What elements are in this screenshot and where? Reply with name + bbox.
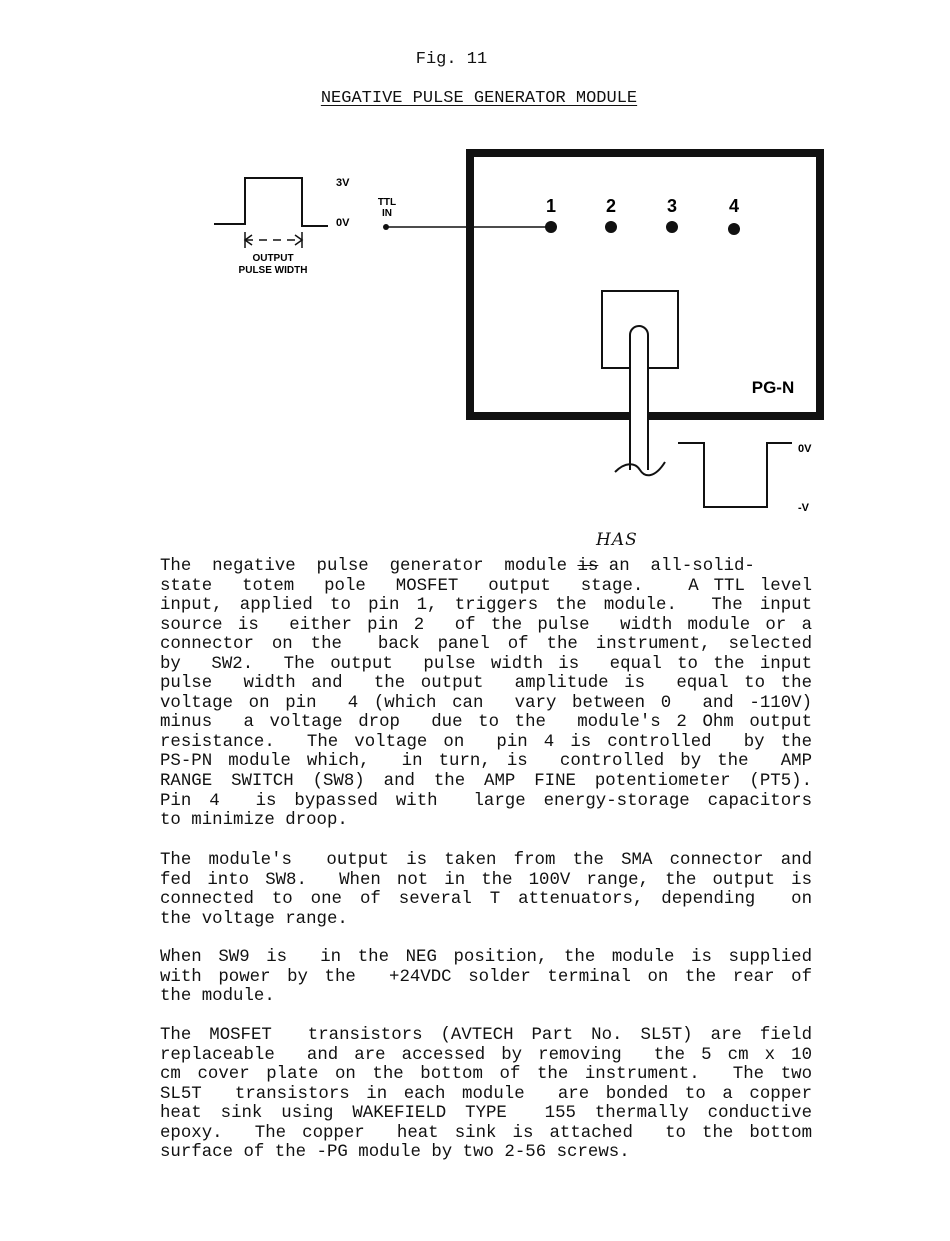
- output-pulse-waveform: [678, 443, 792, 507]
- text-line: minus a voltage drop due to the module's 2 Ohm output: [160, 713, 812, 733]
- text-line: source is either pin 2 of the pulse width module or a: [160, 615, 812, 635]
- struck-word: is: [577, 557, 599, 576]
- pin-4-label: 4: [728, 196, 740, 216]
- output-low-label: -V: [798, 502, 809, 514]
- pulse-width-label-1: OUTPUT: [252, 253, 294, 264]
- text-line: connector on the back panel of the instrument, selected: [160, 635, 812, 655]
- text-line: state totem pole MOSFET output stage. A TTL level: [160, 576, 812, 596]
- input-low-label: 0V: [336, 217, 350, 229]
- ttl-label-1: TTL: [377, 197, 397, 208]
- pulse-width-label-2: PULSE WIDTH: [238, 265, 308, 276]
- text-line: resistance. The voltage on pin 4 is controlled by the: [160, 732, 812, 752]
- figure-label: Fig. 11: [415, 50, 488, 69]
- paragraph-description: [160, 557, 812, 831]
- output-high-label: 0V: [798, 443, 812, 455]
- pin-2-label: 2: [605, 196, 617, 216]
- text-line: to minimize droop.: [160, 811, 348, 831]
- text-line: heat sink using WAKEFIELD TYPE 155 thermally conductive: [160, 1104, 812, 1124]
- text-line: SL5T transistors in each module are bonded to a copper: [160, 1084, 812, 1104]
- paragraph-output: [160, 851, 812, 929]
- figure-title-text: NEGATIVE PULSE GENERATOR MODULE: [320, 89, 638, 108]
- text-line: pulse width and the output amplitude is equal to the: [160, 674, 812, 694]
- text-line: replaceable and are accessed by removing the 5 cm x 10: [160, 1045, 812, 1065]
- pin-1-dot: [545, 221, 557, 233]
- text-line: with power by the +24VDC solder terminal on the rear of: [160, 967, 812, 987]
- pulse-width-arrowhead-right: [295, 235, 302, 245]
- text-line: The negative pulse generator module is an all-solid-: [160, 557, 755, 576]
- input-high-label: 3V: [336, 177, 350, 189]
- text-line: by SW2. The output pulse width is equal to the input: [160, 654, 812, 674]
- paragraph-power: [160, 948, 812, 1007]
- ttl-label-2: IN: [382, 208, 392, 219]
- text-line: RANGE SWITCH (SW8) and the AMP FINE potentiometer (PT5).: [160, 772, 812, 792]
- text-line: When SW9 is in the NEG position, the module is supplied: [160, 948, 812, 967]
- handwritten-correction: HAS: [596, 530, 638, 550]
- pin-4-dot: [728, 223, 740, 235]
- text-line: The MOSFET transistors (AVTECH Part No. SL5T) are field: [160, 1026, 812, 1045]
- paragraph-transistors: [160, 1026, 812, 1163]
- input-pulse-waveform: [214, 178, 328, 226]
- output-cable: [630, 326, 648, 470]
- text-line: voltage on pin 4 (which can vary between 0 and -110V): [160, 693, 812, 713]
- text-line: The module's output is taken from the SMA connector and: [160, 851, 812, 870]
- text-line: PS-PN module which, in turn, is controlled by the AMP: [160, 752, 812, 772]
- pin-3-label: 3: [666, 196, 678, 216]
- pin-3-dot: [666, 221, 678, 233]
- pin-2-dot: [605, 221, 617, 233]
- text-line: epoxy. The copper heat sink is attached to the bottom: [160, 1123, 812, 1143]
- text-line: the voltage range.: [160, 909, 348, 929]
- text-line: the module.: [160, 987, 275, 1007]
- text-line: surface of the -PG module by two 2-56 screws.: [160, 1143, 630, 1163]
- pulse-generator-diagram: [0, 0, 950, 530]
- pin-1-label: 1: [545, 196, 557, 216]
- text-line: fed into SW8. When not in the 100V range, the output is: [160, 870, 812, 890]
- module-name: PG-N: [751, 378, 795, 397]
- text-line: Pin 4 is bypassed with large energy-storage capacitors: [160, 791, 812, 811]
- text-line: connected to one of several T attenuators, depending on: [160, 890, 812, 910]
- text-line: cm cover plate on the bottom of the instrument. The two: [160, 1065, 812, 1085]
- text-line: input, applied to pin 1, triggers the module. The input: [160, 596, 812, 616]
